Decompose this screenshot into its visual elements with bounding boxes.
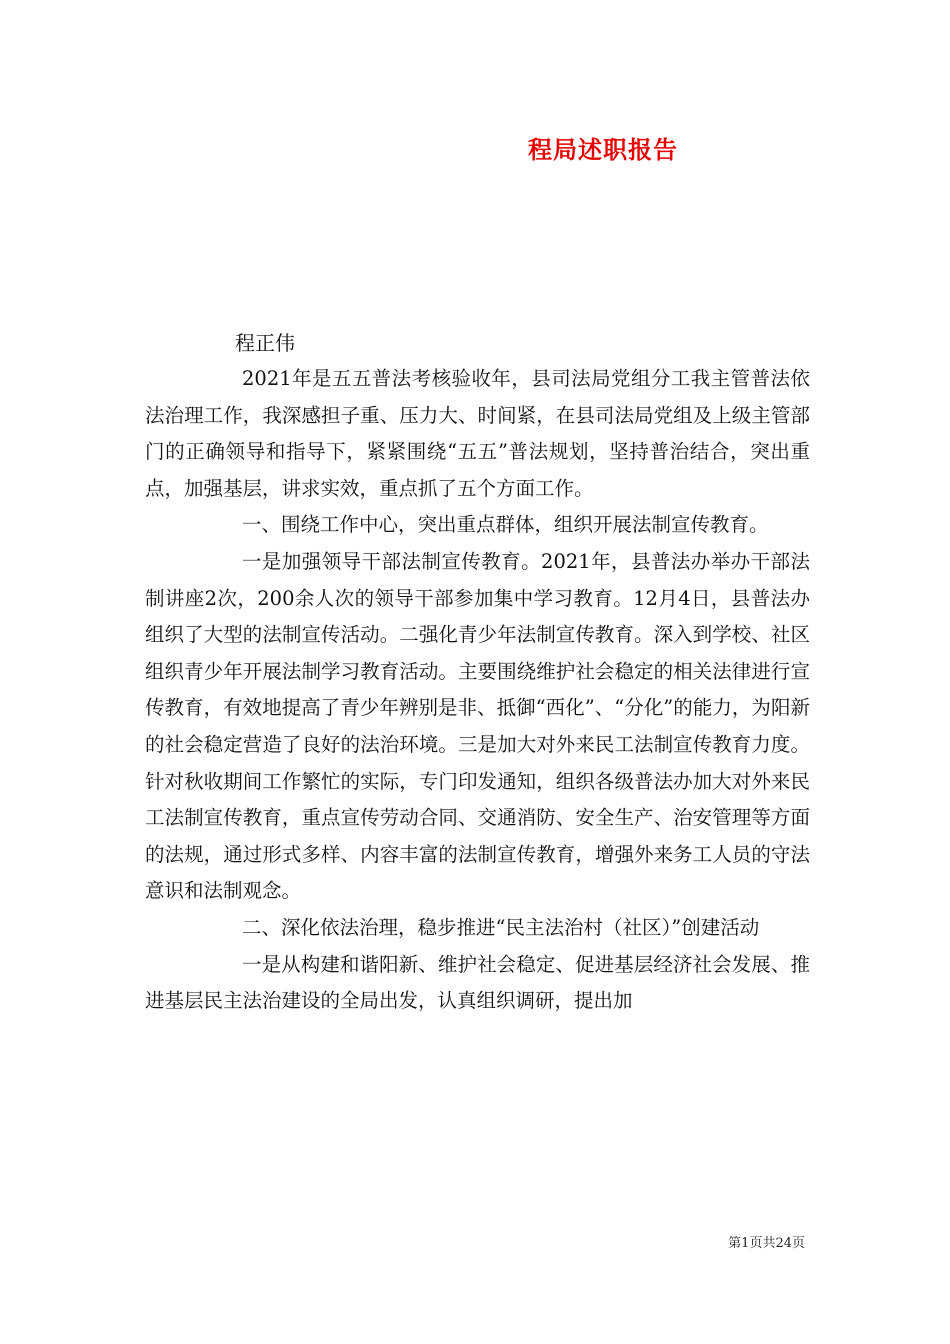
section-heading-1: 一、围绕工作中心，突出重点群体，组织开展法制宣传教育。 [242, 513, 769, 537]
paragraph-section-2: 一是从构建和谐阳新、维护社会稳定、促进基层经济社会发展、推进基层民主法治建设的全局出发，认真组织调研，提出加 [145, 952, 810, 1013]
paragraph-section-1: 一是加强领导干部法制宣传教育。2021年，县普法办举办干部法制讲座2次，200余人次的领导干部参加集中学习教育。12月4日，县普法办组织了大型的法制宣传活动。二强化青少年法制宣传教育。深入到学校、社区组织青少年开展法制学习教育活动。主要围绕维护社会稳定的相关法律进行宣传教育，有效地提高了青少年辨别是非、抵御“西化”、“分化”的能力，为阳新的社会稳定营造了良好的法治环境。三是加大对外来民工法制宣传教育力度。针对秋收期间工作繁忙的实际，专门印发通知，组织各级普法办加大对外来民工法制宣传教育，重点宣传劳动合同、交通消防、安全生产、治安管理等方面的法规，通过形式多样、内容丰富的法制宣传教育，增强外来务工人员的守法意识和法制观念。 [145, 549, 810, 903]
page-number-footer: 第1页共24页 [728, 1236, 805, 1251]
paragraph-intro: 2021年是五五普法考核验收年，县司法局党组分工我主管普法依法治理工作，我深感担子重、压力大、时间紧，在县司法局党组及上级主管部门的正确领导和指导下，紧紧围绕“五五”普法规划，坚持普治结合，突出重点，加强基层，讲求实效，重点抓了五个方面工作。 [145, 367, 810, 500]
section-heading-2: 二、深化依法治理，稳步推进“民主法治村（社区）”创建活动 [242, 915, 760, 939]
document-body [145, 361, 810, 1020]
author-name: 程正伟 [235, 331, 295, 355]
document-title: 程局述职报告 [528, 135, 678, 164]
